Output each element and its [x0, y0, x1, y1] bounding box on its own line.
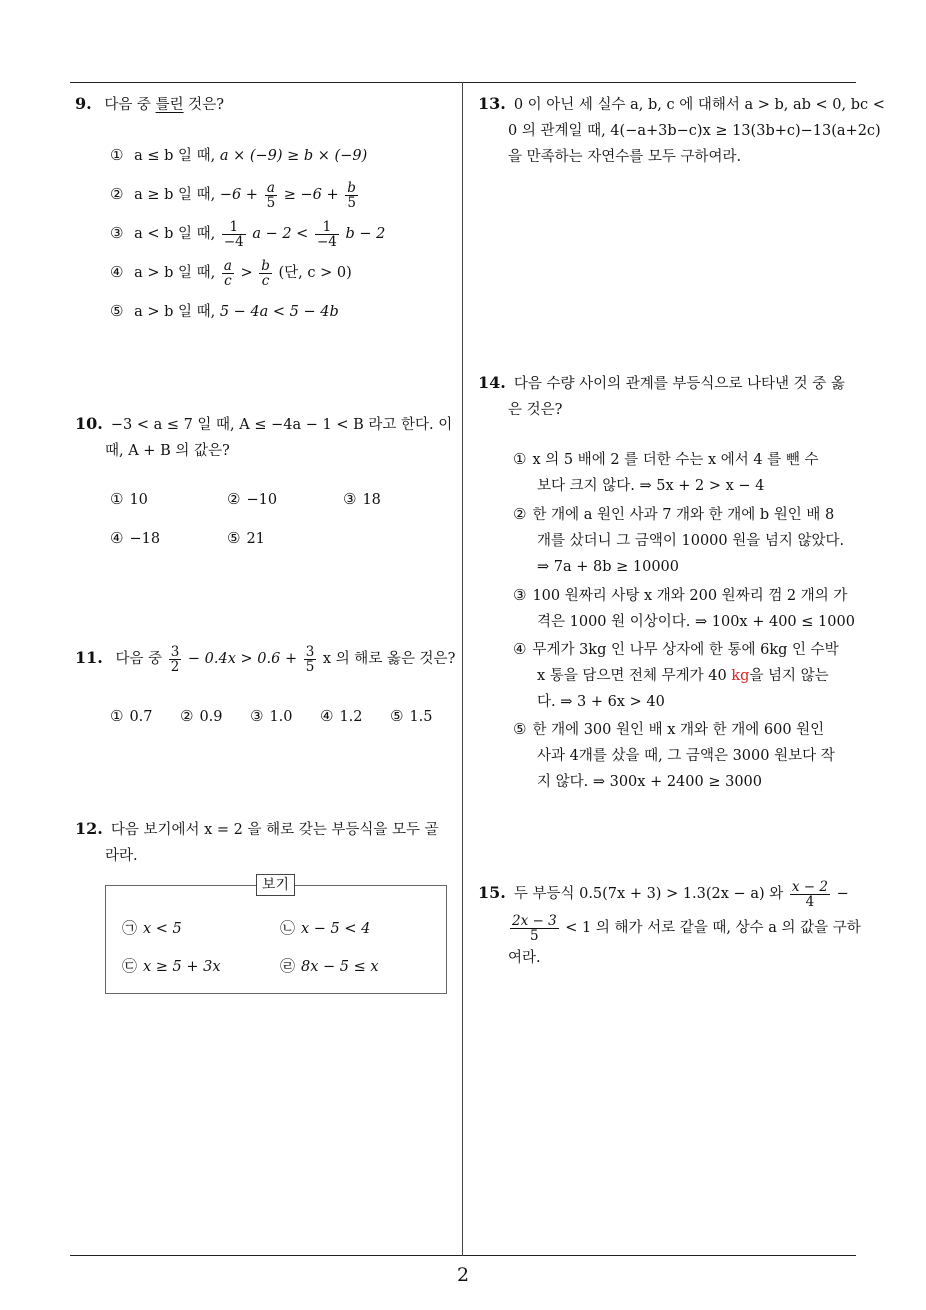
fraction: $\frac{b}{5}$	[347, 179, 356, 211]
red-unit-text: kg	[731, 668, 750, 684]
fraction: $\frac{b}{c}$	[261, 257, 270, 289]
underlined-word: 틀린	[155, 97, 184, 113]
example-box-title: 보기	[256, 874, 295, 896]
top-rule	[70, 82, 856, 83]
q9-option-3[interactable]: ③ a < b 일 때, $\frac{1}{-4}$ a − 2 < $\frac{1}{-4}$ b − 2	[110, 218, 386, 250]
question-number: 9.	[75, 94, 92, 113]
question-number: 12.	[75, 819, 103, 838]
q14-option-2[interactable]: ② 한 개에 a 원인 사과 7 개와 한 개에 b 원인 배 8 개를 샀더니 그 금액이 10000 원을 넘지 않았다. ⇒ 7a + 8b ≥ 10000	[513, 505, 845, 575]
question-number: 11.	[75, 648, 103, 667]
q12-item-3[interactable]: ㉢ x ≥ 5 + 3x	[122, 957, 221, 975]
fraction: $\frac{a}{c}$	[223, 257, 232, 289]
fraction: $\frac{2x - 3}{5}$	[512, 912, 557, 944]
question-number: 14.	[478, 373, 506, 392]
question-number: 13.	[478, 94, 506, 113]
q10-option-4[interactable]: ④ −18	[110, 529, 161, 547]
q11-option-5[interactable]: ⑤ 1.5	[390, 707, 433, 725]
q9-option-2[interactable]: ② a ≥ b 일 때, −6 + $\frac{a}{5}$ ≥ −6 + $\frac{b}{5}$	[110, 179, 356, 211]
q14-option-5[interactable]: ⑤ 한 개에 300 원인 배 x 개와 한 개에 600 원인 사과 4개를 샀을 때, 그 금액은 3000 원보다 작 지 않다. ⇒ 300x + 2400 ≥ 3000	[513, 720, 835, 790]
q10-option-2[interactable]: ② −10	[227, 490, 278, 508]
q9-option-1[interactable]: ① a ≤ b 일 때, a × (−9) ≥ b × (−9)	[110, 146, 368, 164]
fraction: $\frac{3}{5}$	[305, 643, 315, 675]
q10-option-5[interactable]: ⑤ 21	[227, 529, 265, 547]
q14-option-3[interactable]: ③ 100 원짜리 사탕 x 개와 200 원짜리 껌 2 개의 가 격은 1000 원 이상이다. ⇒ 100x + 400 ≤ 1000	[513, 586, 855, 630]
question-15: 15. 두 부등식 0.5(7x + 3) > 1.3(2x − a) 와 $\frac{x - 2}{4}$ − $\frac{2x - 3}{5}$ < 1 의 해가 서로 같을 때, 상수 a 의 값을 구하 여라.	[478, 878, 861, 966]
fraction: $\frac{x - 2}{4}$	[791, 878, 828, 910]
q9-option-4[interactable]: ④ a > b 일 때, $\frac{a}{c}$ > $\frac{b}{c}$ (단, c > 0)	[110, 257, 352, 289]
question-14: 14. 다음 수량 사이의 관계를 부등식으로 나타낸 것 중 옳 은 것은?	[478, 373, 845, 418]
q14-option-1[interactable]: ① x 의 5 배에 2 를 더한 수는 x 에서 4 를 뺀 수 보다 크지 않다. ⇒ 5x + 2 > x − 4	[513, 450, 819, 494]
q11-option-1[interactable]: ① 0.7	[110, 707, 153, 725]
question-number: 10.	[75, 414, 103, 433]
question-number: 15.	[478, 883, 506, 902]
q12-item-1[interactable]: ㉠ x < 5	[122, 919, 182, 937]
q10-option-1[interactable]: ① 10	[110, 490, 148, 508]
question-9: 9. 다음 중 틀린 것은?	[75, 94, 224, 113]
q10-option-3[interactable]: ③ 18	[343, 490, 381, 508]
column-divider	[462, 82, 463, 1256]
fraction: $\frac{3}{2}$	[170, 643, 180, 675]
q12-item-2[interactable]: ㉡ x − 5 < 4	[280, 919, 371, 937]
question-10: 10. −3 < a ≤ 7 일 때, A ≤ −4a − 1 < B 라고 한다. 이 때, A + B 의 값은?	[75, 414, 453, 459]
q11-option-3[interactable]: ③ 1.0	[250, 707, 293, 725]
question-11: 11. 다음 중 $\frac{3}{2}$ − 0.4x > 0.6 + $\frac{3}{5}$ x 의 해로 옳은 것은?	[75, 643, 456, 675]
question-13: 13. 0 이 아닌 세 실수 a, b, c 에 대해서 a > b, ab < 0, bc < 0 의 관계일 때, 4(−a+3b−c)x ≥ 13(3b+c)−13(a+2c) 을 만족하는 자연수를 모두 구하여라.	[478, 94, 885, 165]
question-12: 12. 다음 보기에서 x = 2 을 해로 갖는 부등식을 모두 골 라라.	[75, 819, 439, 864]
q11-option-2[interactable]: ② 0.9	[180, 707, 223, 725]
fraction: $\frac{1}{-4}$	[223, 218, 244, 250]
page-number: 2	[456, 1264, 470, 1286]
q14-option-4[interactable]: ④ 무게가 3kg 인 나무 상자에 한 통에 6kg 인 수박 x 통을 담으면 전체 무게가 40 kg을 넘지 않는 다. ⇒ 3 + 6x > 40	[513, 640, 839, 710]
q9-option-5[interactable]: ⑤ a > b 일 때, 5 − 4a < 5 − 4b	[110, 302, 339, 320]
fraction: $\frac{a}{5}$	[266, 179, 276, 211]
fraction: $\frac{1}{-4}$	[316, 218, 337, 250]
q11-option-4[interactable]: ④ 1.2	[320, 707, 363, 725]
q12-item-4[interactable]: ㉣ 8x − 5 ≤ x	[280, 957, 379, 975]
bottom-rule	[70, 1255, 856, 1256]
